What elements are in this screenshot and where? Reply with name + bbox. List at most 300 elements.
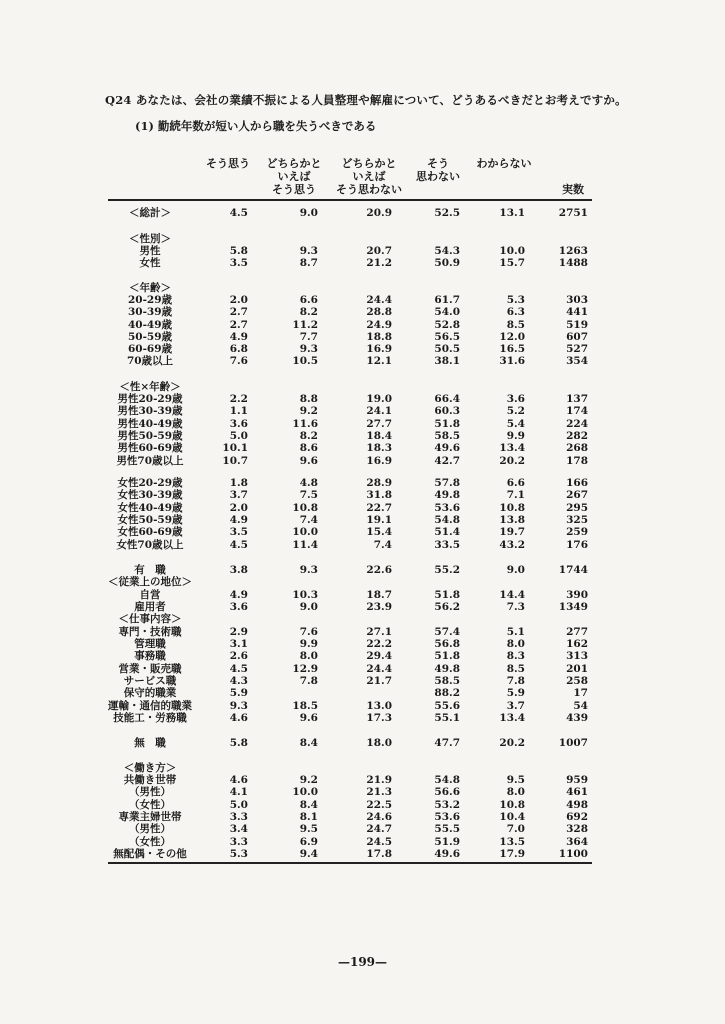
cell-value: 527 [566,343,588,355]
cell-value: 259 [566,526,588,538]
table-row [0,442,725,454]
cell-value: 60.3 [434,405,460,417]
cell-value: 6.6 [506,477,525,489]
cell-value: 4.9 [229,331,248,343]
header-line: どちらかと [341,157,397,170]
row-label: ＜性×年齢＞ [119,381,181,393]
row-label: 男性70歳以上 [116,455,184,467]
cell-value: 9.6 [299,712,318,724]
cell-value: 303 [566,294,588,306]
cell-value: 4.8 [299,477,318,489]
cell-value: 519 [566,319,588,331]
cell-value: 12.1 [366,355,392,367]
cell-value: 10.0 [292,786,318,798]
cell-value: 54 [573,700,588,712]
cell-value: 53.6 [434,502,460,514]
cell-value: 7.5 [299,489,318,501]
table-row [0,233,725,245]
table-row [0,393,725,405]
cell-value: 24.9 [366,319,392,331]
table-row [0,638,725,650]
cell-value: 11.2 [292,319,318,331]
table-row [0,455,725,467]
row-label: 雇用者 [134,601,166,613]
cell-value: 54.8 [434,514,460,526]
row-label: 自営 [139,589,161,601]
cell-value: 9.0 [299,207,318,219]
table-row [0,576,725,588]
cell-value: 13.4 [499,712,525,724]
row-label: 保守的職業 [123,687,177,699]
row-label: ＜年齢＞ [129,282,171,294]
table-row [0,811,725,823]
cell-value: 53.2 [434,799,460,811]
cell-value: 3.6 [506,393,525,405]
header-line: 実数 [562,183,584,196]
row-label: 技能工・労務職 [113,712,187,724]
cell-value: 9.3 [299,245,318,257]
cell-value: 10.0 [499,245,525,257]
row-label: 女性20-29歳 [117,477,183,489]
cell-value: 3.8 [229,564,248,576]
cell-value: 2.7 [229,306,248,318]
header-line: そう [427,157,449,170]
cell-value: 49.6 [434,848,460,860]
cell-value: 24.6 [366,811,392,823]
cell-value: 9.5 [506,774,525,786]
cell-value: 21.2 [366,257,392,269]
row-label: 専業主婦世帯 [118,811,182,823]
cell-value: 8.2 [299,430,318,442]
cell-value: 354 [566,355,588,367]
row-label: 男性40-49歳 [117,418,183,430]
cell-value: 441 [566,306,588,318]
cell-value: 21.7 [366,675,392,687]
cell-value: 461 [566,786,588,798]
cell-value: 7.6 [299,626,318,638]
cell-value: 8.5 [506,319,525,331]
cell-value: 49.8 [434,663,460,675]
cell-value: 282 [566,430,588,442]
table-row [0,564,725,576]
cell-value: 3.3 [229,836,248,848]
row-label: 運輸・通信的職業 [108,700,192,712]
cell-value: 3.7 [229,489,248,501]
cell-value: 51.8 [434,650,460,662]
row-label: 女性 [139,257,161,269]
cell-value: 18.5 [292,700,318,712]
cell-value: 55.2 [434,564,460,576]
cell-value: 4.5 [229,207,248,219]
cell-value: 13.1 [499,207,525,219]
cell-value: 22.6 [366,564,392,576]
cell-value: 439 [566,712,588,724]
cell-value: 692 [566,811,588,823]
cell-value: 5.3 [506,294,525,306]
cell-value: 3.6 [229,601,248,613]
cell-value: 9.2 [299,774,318,786]
cell-value: 1488 [558,257,588,269]
cell-value: 19.1 [366,514,392,526]
cell-value: 12.9 [292,663,318,675]
table-row [0,418,725,430]
cell-value: 10.8 [292,502,318,514]
table-row [0,539,725,551]
cell-value: 3.3 [229,811,248,823]
table-row [0,687,725,699]
cell-value: 8.4 [299,799,318,811]
row-label: 男性 [139,245,161,257]
cell-value: 390 [566,589,588,601]
cell-value: 1263 [558,245,588,257]
cell-value: 7.1 [506,489,525,501]
cell-value: 5.3 [229,848,248,860]
cell-value: 959 [566,774,588,786]
row-label: （女性） [129,799,171,811]
row-label: 営業・販売職 [118,663,182,675]
row-label: 20-29歳 [127,294,173,306]
cell-value: 54.8 [434,774,460,786]
cell-value: 50.5 [434,343,460,355]
table-row [0,799,725,811]
cell-value: 11.6 [292,418,318,430]
cell-value: 28.8 [366,306,392,318]
cell-value: 4.5 [229,663,248,675]
cell-value: 16.5 [499,343,525,355]
table-row [0,675,725,687]
table-row [0,381,725,393]
table-row [0,663,725,675]
cell-value: 9.6 [299,455,318,467]
cell-value: 5.9 [506,687,525,699]
table-row [0,257,725,269]
row-label: 専門・技術職 [118,626,182,638]
cell-value: 13.0 [366,700,392,712]
cell-value: 9.3 [299,564,318,576]
cell-value: 4.3 [229,675,248,687]
cell-value: 53.6 [434,811,460,823]
cell-value: 4.6 [229,774,248,786]
cell-value: 3.5 [229,526,248,538]
cell-value: 8.0 [506,638,525,650]
cell-value: 2.0 [229,502,248,514]
table-row [0,207,725,219]
cell-value: 17.3 [366,712,392,724]
row-label: （女性） [129,836,171,848]
cell-value: 328 [566,823,588,835]
cell-value: 1.1 [229,405,248,417]
cell-value: 88.2 [434,687,460,699]
table-row [0,762,725,774]
cell-value: 24.4 [366,294,392,306]
table-row [0,848,725,860]
row-label: 70歳以上 [126,355,174,367]
cell-value: 28.9 [366,477,392,489]
table-row [0,737,725,749]
cell-value: 21.3 [366,786,392,798]
cell-value: 313 [566,650,588,662]
row-label: 管理職 [134,638,166,650]
cell-value: 224 [566,418,588,430]
cell-value: 54.3 [434,245,460,257]
cell-value: 31.6 [499,355,525,367]
cell-value: 38.1 [434,355,460,367]
cell-value: 49.6 [434,442,460,454]
row-label: ＜性別＞ [129,233,171,245]
cell-value: 14.4 [499,589,525,601]
cell-value: 3.1 [229,638,248,650]
question-text: Q24 あなたは、会社の業績不振による人員整理や解雇について、どうあるべきだとお考えですか。 [105,93,627,107]
cell-value: 5.2 [506,405,525,417]
cell-value: 8.3 [506,650,525,662]
table-row [0,601,725,613]
row-label: 60-69歳 [127,343,173,355]
cell-value: 10.0 [292,526,318,538]
cell-value: 24.4 [366,663,392,675]
cell-value: 20.7 [366,245,392,257]
cell-value: 17 [573,687,588,699]
cell-value: 9.0 [506,564,525,576]
header-line: いえば [277,170,311,183]
cell-value: 13.4 [499,442,525,454]
cell-value: 61.7 [434,294,460,306]
table-row [0,613,725,625]
table-row [0,319,725,331]
row-label: ＜従業上の地位＞ [108,576,192,588]
table-row [0,823,725,835]
cell-value: 17.8 [366,848,392,860]
cell-value: 9.0 [299,601,318,613]
table-row [0,700,725,712]
row-label: 女性40-49歳 [117,502,183,514]
cell-value: 4.1 [229,786,248,798]
cell-value: 2751 [558,207,588,219]
table-row [0,294,725,306]
cell-value: 1100 [558,848,588,860]
header-line: そう思わない [336,183,402,196]
cell-value: 18.3 [366,442,392,454]
cell-value: 43.2 [499,539,525,551]
cell-value: 56.5 [434,331,460,343]
table-row [0,245,725,257]
table-row [0,355,725,367]
cell-value: 19.0 [366,393,392,405]
cell-value: 2.0 [229,294,248,306]
cell-value: 6.9 [299,836,318,848]
cell-value: 4.9 [229,589,248,601]
cell-value: 8.2 [299,306,318,318]
cell-value: 8.7 [299,257,318,269]
cell-value: 5.1 [506,626,525,638]
cell-value: 31.8 [366,489,392,501]
cell-value: 7.7 [299,331,318,343]
row-label: （男性） [129,823,171,835]
cell-value: 22.5 [366,799,392,811]
cell-value: 4.5 [229,539,248,551]
cell-value: 49.8 [434,489,460,501]
cell-value: 42.7 [434,455,460,467]
cell-value: 51.8 [434,589,460,601]
table-row [0,712,725,724]
row-label: 無配偶・その他 [113,848,187,860]
row-label: 男性50-59歳 [117,430,183,442]
row-label: 事務職 [134,650,166,662]
cell-value: 16.9 [366,343,392,355]
cell-value: 54.0 [434,306,460,318]
cell-value: 47.7 [434,737,460,749]
row-label: ＜総計＞ [129,207,171,219]
cell-value: 277 [566,626,588,638]
header-line: そう思う [272,183,316,196]
cell-value: 11.4 [292,539,318,551]
cell-value: 364 [566,836,588,848]
table-row [0,786,725,798]
row-label: 男性30-39歳 [117,405,183,417]
table-row [0,430,725,442]
cell-value: 51.9 [434,836,460,848]
cell-value: 2.2 [229,393,248,405]
cell-value: 9.3 [229,700,248,712]
header-line: いえば [352,170,386,183]
cell-value: 7.6 [229,355,248,367]
row-label: （男性） [129,786,171,798]
header-line: わからない [476,157,532,170]
cell-value: 10.4 [499,811,525,823]
cell-value: 8.1 [299,811,318,823]
cell-value: 9.2 [299,405,318,417]
cell-value: 51.8 [434,418,460,430]
table-row [0,306,725,318]
cell-value: 10.8 [499,502,525,514]
cell-value: 18.0 [366,737,392,749]
cell-value: 9.5 [299,823,318,835]
cell-value: 3.6 [229,418,248,430]
cell-value: 51.4 [434,526,460,538]
row-label: ＜仕事内容＞ [118,613,182,625]
cell-value: 6.3 [506,306,525,318]
row-label: 女性70歳以上 [116,539,184,551]
table-row [0,836,725,848]
cell-value: 57.4 [434,626,460,638]
row-label: 男性20-29歳 [117,393,183,405]
row-label: 男性60-69歳 [117,442,183,454]
table-row [0,589,725,601]
cell-value: 5.8 [229,245,248,257]
cell-value: 58.5 [434,430,460,442]
cell-value: 24.5 [366,836,392,848]
table-row [0,650,725,662]
cell-value: 56.6 [434,786,460,798]
cell-value: 10.1 [222,442,248,454]
cell-value: 7.8 [506,675,525,687]
cell-value: 8.4 [299,737,318,749]
cell-value: 268 [566,442,588,454]
cell-value: 16.9 [366,455,392,467]
cell-value: 29.4 [366,650,392,662]
table-row [0,626,725,638]
row-label: 女性60-69歳 [117,526,183,538]
cell-value: 2.7 [229,319,248,331]
cell-value: 7.0 [506,823,525,835]
cell-value: 1.8 [229,477,248,489]
cell-value: 18.4 [366,430,392,442]
cell-value: 20.2 [499,455,525,467]
cell-value: 162 [566,638,588,650]
cell-value: 174 [566,405,588,417]
cell-value: 267 [566,489,588,501]
cell-value: 3.4 [229,823,248,835]
cell-value: 23.9 [366,601,392,613]
cell-value: 8.8 [299,393,318,405]
page-number: —199— [337,955,388,969]
cell-value: 21.9 [366,774,392,786]
cell-value: 2.9 [229,626,248,638]
row-label: 女性50-59歳 [117,514,183,526]
cell-value: 3.5 [229,257,248,269]
cell-value: 7.8 [299,675,318,687]
cell-value: 258 [566,675,588,687]
cell-value: 66.4 [434,393,460,405]
cell-value: 55.5 [434,823,460,835]
cell-value: 27.7 [366,418,392,430]
cell-value: 137 [566,393,588,405]
cell-value: 1744 [558,564,588,576]
cell-value: 6.8 [229,343,248,355]
table-row [0,343,725,355]
table-row [0,514,725,526]
table-row [0,502,725,514]
cell-value: 22.7 [366,502,392,514]
cell-value: 7.4 [373,539,392,551]
cell-value: 8.0 [506,786,525,798]
cell-value: 607 [566,331,588,343]
cell-value: 5.9 [229,687,248,699]
cell-value: 50.9 [434,257,460,269]
cell-value: 5.0 [229,799,248,811]
cell-value: 1007 [558,737,588,749]
cell-value: 3.7 [506,700,525,712]
cell-value: 10.3 [292,589,318,601]
cell-value: 5.0 [229,430,248,442]
table-row [0,405,725,417]
cell-value: 498 [566,799,588,811]
row-label: 無 職 [134,737,166,749]
cell-value: 4.6 [229,712,248,724]
cell-value: 176 [566,539,588,551]
header-line: 思わない [416,170,460,183]
table-row [0,526,725,538]
cell-value: 6.6 [299,294,318,306]
cell-value: 10.8 [499,799,525,811]
header-line: そう思う [206,157,250,170]
cell-value: 10.5 [292,355,318,367]
row-label: 40-49歳 [127,319,173,331]
cell-value: 58.5 [434,675,460,687]
cell-value: 7.3 [506,601,525,613]
row-label: 共働き世帯 [123,774,177,786]
cell-value: 56.8 [434,638,460,650]
cell-value: 12.0 [499,331,525,343]
cell-value: 13.8 [499,514,525,526]
cell-value: 8.5 [506,663,525,675]
cell-value: 4.9 [229,514,248,526]
cell-value: 10.7 [222,455,248,467]
cell-value: 325 [566,514,588,526]
table-row [0,331,725,343]
table-row [0,489,725,501]
cell-value: 55.6 [434,700,460,712]
header-line: どちらかと [266,157,322,170]
